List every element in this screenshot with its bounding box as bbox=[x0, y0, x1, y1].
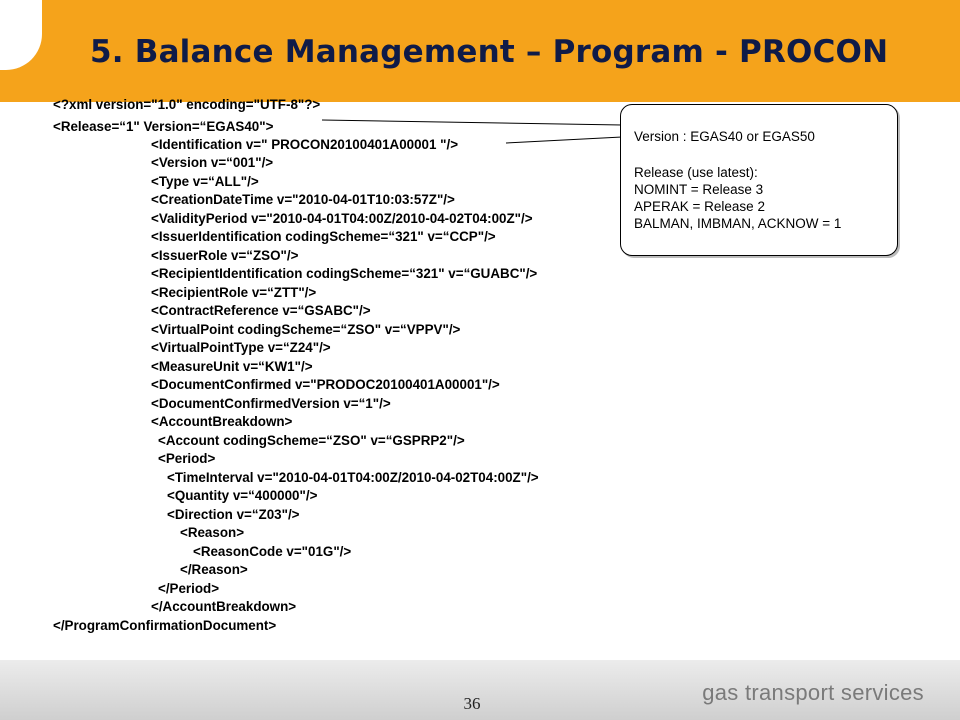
xml-line: </Period> bbox=[158, 581, 220, 596]
slide-title: 5. Balance Management – Program - PROCON bbox=[90, 34, 889, 70]
xml-line: <AccountBreakdown> bbox=[151, 414, 293, 429]
xml-line: <IssuerIdentification codingScheme=“321" v=“CCP"/> bbox=[151, 229, 496, 244]
xml-line: <ValidityPeriod v="2010-04-01T04:00Z/2010-04-02T04:00Z"/> bbox=[151, 211, 533, 226]
xml-line: <Release=“1" Version=“EGAS40"> bbox=[53, 119, 274, 134]
xml-line: </Reason> bbox=[180, 562, 248, 577]
note-version-line: Version : EGAS40 or EGAS50 bbox=[634, 129, 815, 144]
xml-line: <Reason> bbox=[180, 525, 245, 540]
xml-line: <ContractReference v=“GSABC"/> bbox=[151, 303, 371, 318]
xml-line: <Type v=“ALL"/> bbox=[151, 174, 259, 189]
xml-line: <MeasureUnit v=“KW1"/> bbox=[151, 359, 313, 374]
note-release-heading: Release (use latest): bbox=[634, 165, 758, 180]
xml-line: <CreationDateTime v="2010-04-01T10:03:57Z"/> bbox=[151, 192, 455, 207]
xml-line: <VirtualPointType v=“Z24"/> bbox=[151, 340, 331, 355]
xml-line: </ProgramConfirmationDocument> bbox=[53, 618, 277, 633]
xml-line: <Identification v=" PROCON20100401A00001 "/> bbox=[151, 137, 459, 152]
xml-line: <RecipientIdentification codingScheme=“321" v=“GUABC"/> bbox=[151, 266, 538, 281]
xml-line: <RecipientRole v=“ZTT"/> bbox=[151, 285, 317, 300]
xml-line: <Account codingScheme=“ZSO" v=“GSPRP2"/> bbox=[158, 433, 465, 448]
page-number: 36 bbox=[463, 694, 481, 713]
xml-line: <VirtualPoint codingScheme=“ZSO" v=“VPPV"/> bbox=[151, 322, 461, 337]
xml-line: <IssuerRole v=“ZSO"/> bbox=[151, 248, 299, 263]
brand-logo: gas transport services bbox=[702, 680, 924, 705]
xml-line: <DocumentConfirmedVersion v=“1"/> bbox=[151, 396, 391, 411]
xml-line: <Version v=“001"/> bbox=[151, 155, 274, 170]
xml-line: <TimeInterval v="2010-04-01T04:00Z/2010-04-02T04:00Z"/> bbox=[167, 470, 539, 485]
xml-line: <DocumentConfirmed v="PRODOC20100401A00001"/> bbox=[151, 377, 500, 392]
xml-line: <?xml version="1.0" encoding="UTF-8"?> bbox=[53, 97, 321, 112]
xml-line: <Period> bbox=[158, 451, 216, 466]
xml-line: <Direction v=“Z03"/> bbox=[167, 507, 300, 522]
xml-line: </AccountBreakdown> bbox=[151, 599, 297, 614]
note-balman: BALMAN, IMBMAN, ACKNOW = 1 bbox=[634, 216, 842, 231]
xml-line: <ReasonCode v="01G"/> bbox=[193, 544, 352, 559]
note-nomint: NOMINT = Release 3 bbox=[634, 182, 764, 197]
note-aperak: APERAK = Release 2 bbox=[634, 199, 765, 214]
xml-line: <Quantity v=“400000"/> bbox=[167, 488, 318, 503]
